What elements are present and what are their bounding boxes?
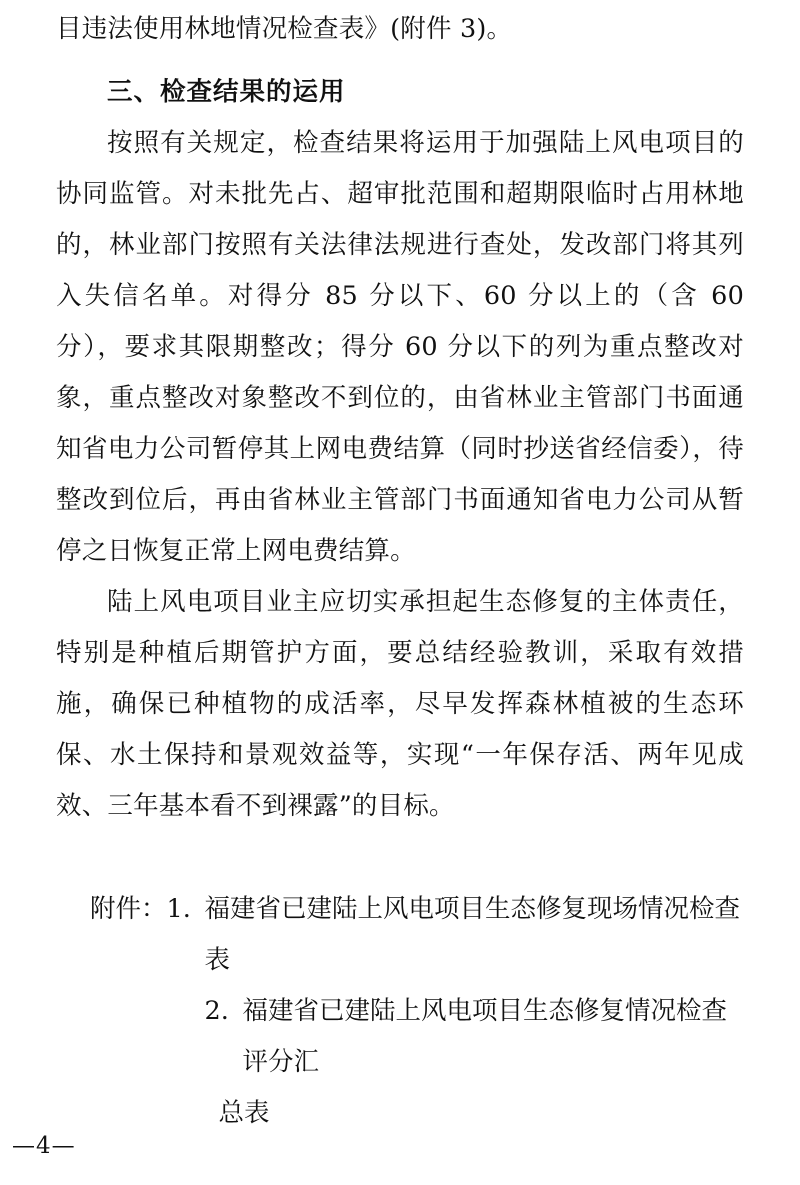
- spacer: [56, 832, 744, 880]
- attachments-list: [167, 884, 744, 1139]
- attachment-text: 福建省已建陆上风电项目生态修复现场情况检查表: [204, 894, 741, 975]
- spacer: [56, 55, 744, 67]
- attachment-number: 2.: [204, 996, 229, 1026]
- attachment-text-continued: 总表: [218, 1098, 270, 1128]
- attachments-row: [56, 884, 744, 1139]
- list-item: [167, 884, 744, 986]
- paragraph-1: 按照有关规定，检查结果将运用于加强陆上风电项目的协同监管。对未批先占、超审批范围和超期限临时占用林地的，林业部门按照有关法律法规进行查处，发改部门将其列入失信名单。对得分 85 分以下、60 分以上的（含 60 分），要求其限期整改；得分 60 分以下的列为重点整改对象，重点整改对象整改不到位的，由省林业主管部门书面通知省电力公司暂停其上网电费结算（同时抄送省经信委），待整改到位后，再由省林业主管部门书面通知省电力公司从暂停之日恢复正常上网电费结算。: [56, 128, 744, 566]
- attachment-number: 1.: [166, 894, 191, 924]
- list-item: [167, 986, 744, 1088]
- continued-paragraph: 目违法使用林地情况检查表》(附件 3)。: [56, 14, 513, 44]
- paragraph-2: 陆上风电项目业主应切实承担起生态修复的主体责任，特别是种植后期管护方面，要总结经验教训，采取有效措施，确保已种植物的成活率，尽早发挥森林植被的生态环保、水土保持和景观效益等，实现“一年保存活、两年见成效、三年基本看不到裸露”的目标。: [56, 587, 744, 821]
- attachments-block: [56, 884, 744, 1139]
- attachment-text: 福建省已建陆上风电项目生态修复情况检查评分汇: [242, 996, 728, 1077]
- attachment-continuation: [167, 1088, 744, 1139]
- section-heading: 三、检查结果的运用: [107, 77, 346, 107]
- page-number: —4—: [12, 1133, 76, 1159]
- attachments-label: 附件：: [90, 894, 167, 924]
